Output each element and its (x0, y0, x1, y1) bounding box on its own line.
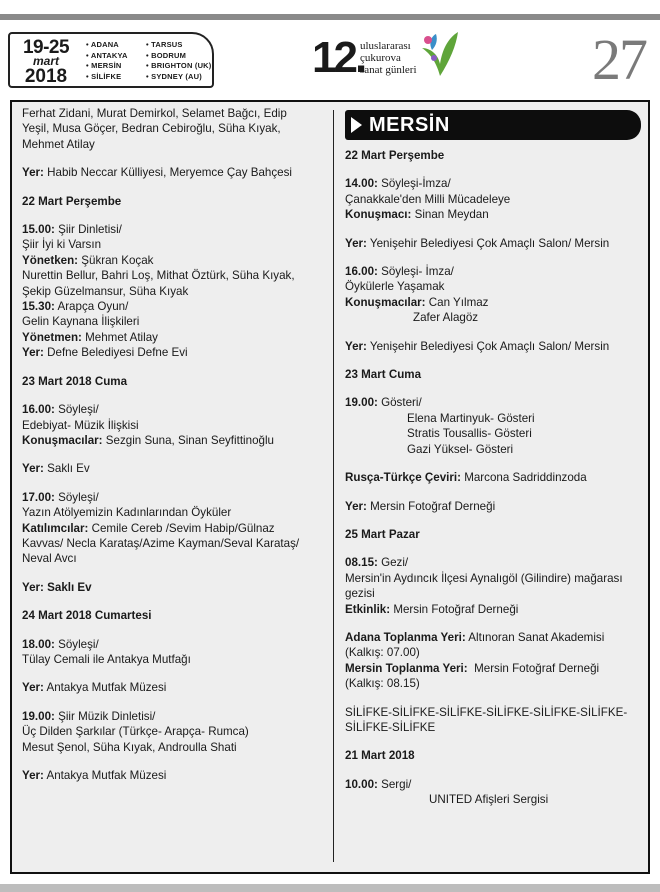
program-label: Yönetmen: (22, 330, 82, 344)
program-label: 22 Mart Perşembe (345, 149, 445, 162)
program-line (22, 345, 328, 360)
program-line (22, 680, 328, 695)
program-line (22, 580, 328, 595)
program-label: Yer: Saklı Ev (22, 580, 92, 594)
city-list-1 (86, 40, 128, 82)
program-line (22, 490, 328, 505)
line-spacer (345, 251, 641, 264)
program-line (345, 705, 641, 720)
program-text: Üç Dilden Şarkılar (Türkçe- Arapça- Rumca) (22, 725, 249, 739)
program-line (22, 724, 328, 739)
program-line (22, 284, 328, 299)
top-rule (0, 14, 660, 20)
program-label: 19.00: (345, 396, 378, 410)
line-spacer (22, 755, 328, 768)
program-line (345, 339, 641, 354)
program-label: Konuşmacılar: (345, 295, 426, 309)
leaf-logo-icon (418, 30, 462, 80)
program-line (345, 661, 641, 676)
line-spacer (22, 667, 328, 680)
program-text: Şekip Güzelmansur, Süha Kıyak (22, 284, 189, 298)
program-text: gezisi (345, 587, 375, 601)
program-text: Can Yılmaz (425, 295, 489, 309)
program-text: Saklı Ev (43, 462, 90, 476)
program-text: Altınoran Sanat Akademisi (465, 630, 605, 644)
program-text: Marcona Sadriddinzoda (460, 471, 587, 485)
program-line (345, 602, 641, 617)
city-name: • BODRUM (146, 51, 212, 62)
program-text: Söyleşi- İmza/ (377, 265, 454, 279)
program-line (22, 237, 328, 252)
logo-line-2: çukurova (360, 52, 401, 64)
program-line (345, 426, 641, 441)
line-spacer (345, 326, 641, 339)
program-text: Öykülerle Yaşamak (345, 280, 445, 294)
program-line (345, 395, 641, 410)
program-text: Söyleşi/ (54, 637, 99, 651)
program-line (345, 295, 641, 310)
program-text: (Kalkış: 07.00) (345, 646, 420, 660)
program-line (22, 461, 328, 476)
line-spacer (22, 361, 328, 374)
program-text: Yazın Atölyemizin Kadınlarından Öyküler (22, 506, 232, 520)
program-label: Yer: (345, 339, 367, 353)
program-line (345, 645, 641, 660)
program-line (22, 299, 328, 314)
program-label: 18.00: (22, 637, 55, 651)
mersin-program-list (345, 148, 641, 808)
program-text: Yenişehir Belediyesi Çok Amaçlı Salon/ Mersin (366, 236, 610, 250)
program-line (22, 314, 328, 329)
program-text: Şiir Müzik Dinletisi/ (54, 709, 156, 723)
program-line (345, 367, 641, 382)
program-line (345, 748, 641, 763)
program-line (22, 608, 328, 623)
date-month: mart (32, 54, 59, 68)
program-text: Neval Avcı (22, 552, 77, 566)
program-label: Mersin Toplanma Yeri: (345, 661, 468, 675)
line-spacer (345, 735, 641, 748)
line-spacer (22, 595, 328, 608)
program-label: 25 Mart Pazar (345, 527, 420, 541)
program-line (22, 194, 328, 209)
program-line (345, 586, 641, 601)
program-line (345, 207, 641, 222)
line-spacer (22, 696, 328, 709)
logo-line-1: uluslararası (360, 40, 411, 52)
program-line (345, 310, 641, 325)
program-text: SİLİFKE-SİLİFKE (345, 720, 436, 734)
program-line (345, 442, 641, 457)
program-label: Konuşmacı: (345, 208, 412, 222)
program-line (345, 236, 641, 251)
line-spacer (345, 486, 641, 499)
column-divider (333, 110, 334, 862)
mersin-section-banner (345, 110, 641, 140)
program-line (22, 433, 328, 448)
program-line (345, 499, 641, 514)
program-label: 10.00: (345, 777, 378, 791)
program-text: Gelin Kaynana İlişkileri (22, 315, 140, 329)
program-text: Mersin Fotoğraf Derneği (366, 499, 496, 513)
line-spacer (22, 152, 328, 165)
city-name: • MERSİN (86, 61, 128, 72)
program-label: 16.00: (22, 403, 55, 417)
program-label: 19.00: (22, 709, 55, 723)
program-text: Nurettin Bellur, Bahri Loş, Mithat Öztürk, Süha Kıyak, (22, 269, 295, 283)
program-line (22, 268, 328, 283)
line-spacer (22, 477, 328, 490)
line-spacer (345, 354, 641, 367)
program-line (22, 551, 328, 566)
program-text: Gazi Yüksel- Gösteri (407, 442, 514, 456)
festival-dates (16, 38, 76, 86)
program-text: Şiir İyi ki Varsın (22, 238, 102, 252)
program-line (22, 137, 328, 152)
program-line (345, 527, 641, 542)
program-text: Çanakkale'den Milli Mücadeleye (345, 192, 511, 206)
program-text: Sergi/ (377, 777, 412, 791)
program-text: Stratis Tousallis- Gösteri (407, 427, 532, 441)
program-line (22, 330, 328, 345)
mersin-heading: MERSİN (369, 114, 450, 136)
program-line (345, 148, 641, 163)
line-spacer (345, 163, 641, 176)
program-text: Antakya Mutfak Müzesi (43, 769, 167, 782)
line-spacer (22, 567, 328, 580)
program-label: 21 Mart 2018 (345, 749, 415, 763)
program-text: Söyleşi/ (54, 403, 99, 417)
program-text: Zafer Alagöz (413, 311, 479, 325)
program-text: Söyleşi-İmza/ (377, 177, 451, 191)
city-name: • TARSUS (146, 40, 212, 51)
city-name: • SYDNEY (AU) (146, 72, 212, 83)
program-text: Gösteri/ (377, 396, 422, 410)
program-line (22, 652, 328, 667)
program-label: 15.00: (22, 223, 55, 237)
right-program-column (345, 106, 641, 808)
date-year: 2018 (24, 66, 68, 87)
city-list-2 (146, 40, 212, 82)
program-line (22, 222, 328, 237)
program-label: 15.30: (22, 300, 55, 314)
program-line (345, 720, 641, 735)
logo-line-3: sanat günleri (360, 64, 417, 76)
program-line (345, 176, 641, 191)
program-text: SİLİFKE-SİLİFKE-SİLİFKE-SİLİFKE-SİLİFKE-SİLİFKE- (345, 705, 628, 719)
date-box (8, 32, 214, 88)
line-spacer (22, 181, 328, 194)
play-arrow-icon (351, 117, 362, 133)
program-text: Cemile Cereb /Sevim Habip/Gülnaz (88, 521, 275, 535)
program-label: 16.00: (345, 265, 378, 279)
program-label: Yer: (22, 346, 44, 360)
program-label: 22 Mart Perşembe (22, 194, 122, 208)
program-line (345, 792, 641, 807)
line-spacer (345, 692, 641, 705)
program-label: Rusça-Türkçe Çeviri: (345, 471, 461, 485)
program-line (22, 106, 328, 121)
program-label: 08.15: (345, 556, 378, 570)
program-label: Yer: (22, 769, 44, 782)
program-line (22, 768, 328, 783)
program-line (22, 637, 328, 652)
program-line (345, 192, 641, 207)
program-line (22, 121, 328, 136)
program-text: (Kalkış: 08.15) (345, 677, 420, 691)
program-line (22, 253, 328, 268)
line-spacer (22, 448, 328, 461)
program-label: Yer: (22, 462, 44, 476)
program-label: Yer: (345, 236, 367, 250)
line-spacer (22, 624, 328, 637)
program-label: 23 Mart 2018 Cuma (22, 374, 128, 388)
page-number: 27 (592, 27, 646, 92)
program-label: Yönetken: (22, 253, 79, 267)
program-line (22, 505, 328, 520)
city-name: • BRIGHTON (UK) (146, 61, 212, 72)
program-line (22, 165, 328, 180)
program-text: Yenişehir Belediyesi Çok Amaçlı Salon/ Mersin (366, 339, 610, 353)
program-line (345, 411, 641, 426)
program-text: Mesut Şenol, Süha Kıyak, Androulla Shati (22, 740, 237, 754)
program-text: Kavvas/ Necla Karataş/Azime Kayman/Seval Karataş/ (22, 536, 300, 550)
line-spacer (345, 764, 641, 777)
program-line (345, 676, 641, 691)
program-text: UNITED Afişleri Sergisi (429, 793, 549, 807)
line-spacer (22, 209, 328, 222)
program-text: Söyleşi/ (54, 490, 99, 504)
program-label: Yer: (22, 166, 44, 180)
program-line (345, 777, 641, 792)
program-line (22, 418, 328, 433)
program-text: Mersin Fotoğraf Derneği (390, 602, 519, 616)
program-text: Sezgin Suna, Sinan Seyfittinoğlu (102, 433, 274, 447)
city-name: • SİLİFKE (86, 72, 128, 83)
program-label: Yer: (22, 681, 44, 695)
program-text: Habib Neccar Külliyesi, Meryemce Çay Bahçesi (43, 166, 292, 180)
program-text: Sinan Meydan (411, 208, 489, 222)
program-label: Yer: (345, 499, 367, 513)
program-text: Arapça Oyun/ (54, 300, 129, 314)
program-text: Mersin'in Aydıncık İlçesi Aynalıgöl (Gilindire) mağarası (345, 571, 623, 585)
program-line (345, 279, 641, 294)
program-line (22, 536, 328, 551)
city-name: • ANTAKYA (86, 51, 128, 62)
program-text: Elena Martinyuk- Gösteri (407, 411, 535, 425)
program-text: Mersin Fotoğraf Derneği (467, 661, 600, 675)
program-line (22, 402, 328, 417)
program-text: Şükran Koçak (78, 253, 154, 267)
program-line (22, 374, 328, 389)
line-spacer (345, 542, 641, 555)
program-text: Gezi/ (377, 556, 409, 570)
program-text: Mehmet Atilay (22, 137, 95, 151)
logo-number: 12. (312, 33, 365, 82)
program-label: Etkinlik: (345, 602, 391, 616)
line-spacer (345, 514, 641, 527)
program-line (345, 630, 641, 645)
line-spacer (345, 382, 641, 395)
program-line (22, 521, 328, 536)
program-text: Ferhat Zidani, Murat Demirkol, Selamet Bağcı, Edip (22, 107, 287, 120)
left-program-column (22, 106, 328, 783)
program-line (345, 264, 641, 279)
program-label: Konuşmacılar: (22, 433, 103, 447)
program-label: Adana Toplanma Yeri: (345, 630, 466, 644)
program-line (345, 571, 641, 586)
line-spacer (22, 389, 328, 402)
line-spacer (345, 457, 641, 470)
program-text: Şiir Dinletisi/ (54, 223, 122, 237)
program-line (22, 709, 328, 724)
bottom-rule (0, 884, 660, 892)
city-name: • ADANA (86, 40, 128, 51)
program-text: Antakya Mutfak Müzesi (43, 681, 167, 695)
program-label: 24 Mart 2018 Cumartesi (22, 609, 152, 623)
program-text: Defne Belediyesi Defne Evi (43, 346, 188, 360)
program-label: 23 Mart Cuma (345, 368, 422, 382)
program-text: Yeşil, Musa Göçer, Bedran Cebiroğlu, Süha Kıyak, (22, 122, 281, 136)
line-spacer (345, 617, 641, 630)
date-range: 19-25 (22, 37, 70, 58)
program-line (345, 555, 641, 570)
program-line (345, 470, 641, 485)
program-text: Tülay Cemali ile Antakya Mutfağı (22, 652, 191, 666)
program-text: Mehmet Atilay (81, 330, 158, 344)
program-line (22, 740, 328, 755)
line-spacer (345, 223, 641, 236)
page-header (0, 28, 660, 94)
program-label: Katılımcılar: (22, 521, 89, 535)
program-label: 17.00: (22, 490, 55, 504)
program-label: 14.00: (345, 177, 378, 191)
program-text: Edebiyat- Müzik İlişkisi (22, 418, 139, 432)
